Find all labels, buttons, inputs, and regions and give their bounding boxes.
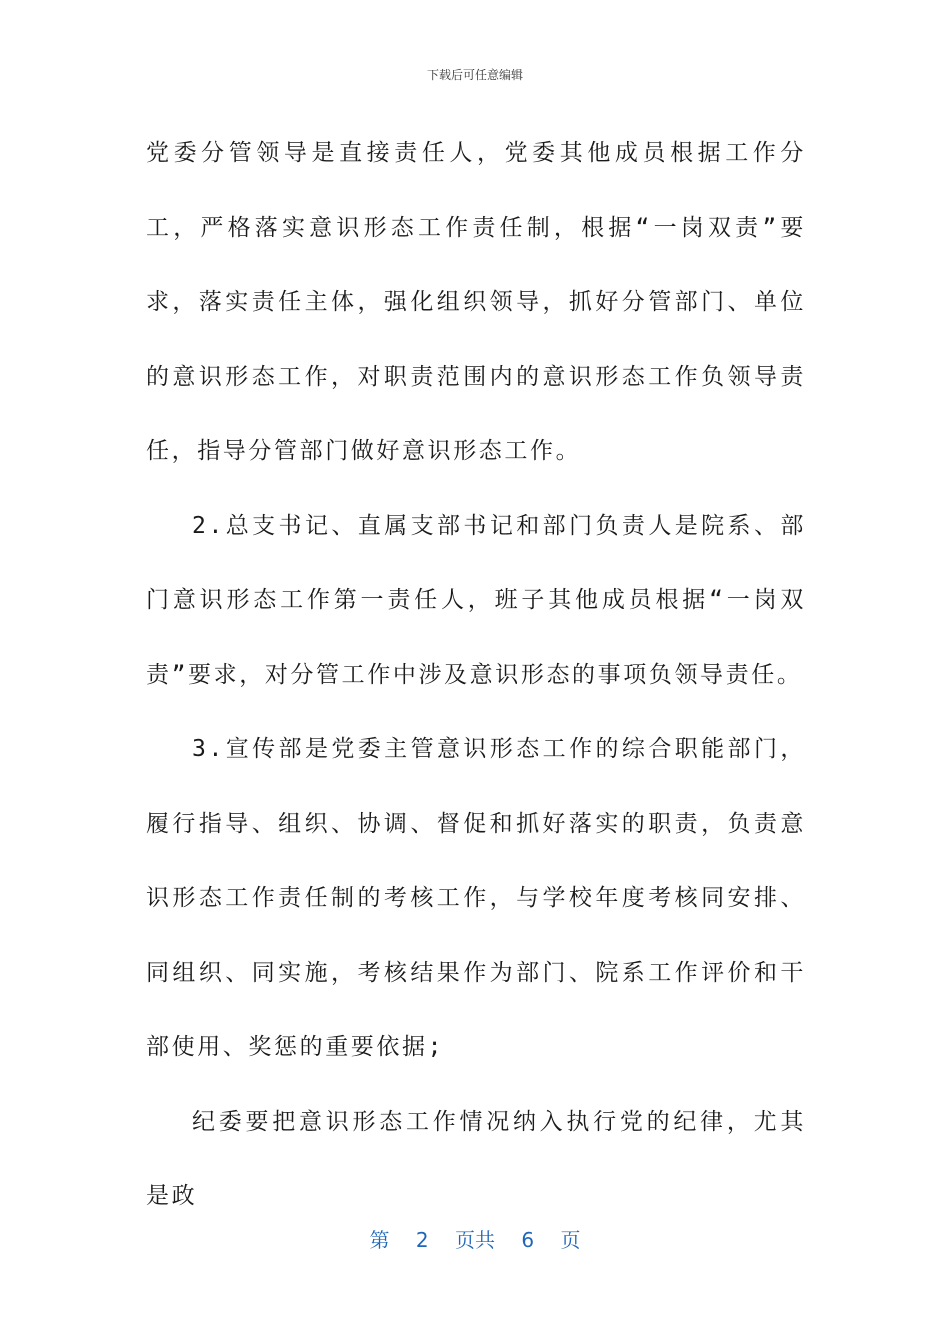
paragraph-1: 党委分管领导是直接责任人，党委其他成员根据工作分工，严格落实意识形态工作责任制，根据“一岗双责”要求，落实责任主体，强化组织领导，抓好分管部门、单位的意识形态工作，对职责范围内的意识形态工作负领导责任，指导分管部门做好意识形态工作。 — [146, 140, 806, 464]
paragraph-4: 纪委要把意识形态工作情况纳入执行党的纪律，尤其是政 — [146, 1108, 806, 1209]
body-content — [146, 116, 806, 1234]
paragraph-3: 3.宣传部是党委主管意识形态工作的综合职能部门，履行指导、组织、协调、督促和抓好落实的职责，负责意识形态工作责任制的考核工作，与学校年度考核同安排、同组织、同实施，考核结果作为部门、院系工作评价和干部使用、奖惩的重要依据; — [146, 736, 806, 1060]
header-note: 下载后可任意编辑 — [426, 68, 523, 82]
footer-label-of: 页共 — [455, 1228, 495, 1252]
footer-label-page: 第 — [369, 1228, 390, 1252]
footer-current-page: 2 — [415, 1228, 429, 1252]
page-number-footer — [0, 1224, 950, 1253]
footer-total-pages: 6 — [521, 1228, 535, 1252]
footer-label-end: 页 — [560, 1228, 581, 1252]
paragraph-2: 2.总支书记、直属支部书记和部门负责人是院系、部门意识形态工作第一责任人，班子其他成员根据“一岗双责”要求，对分管工作中涉及意识形态的事项负领导责任。 — [146, 512, 806, 688]
